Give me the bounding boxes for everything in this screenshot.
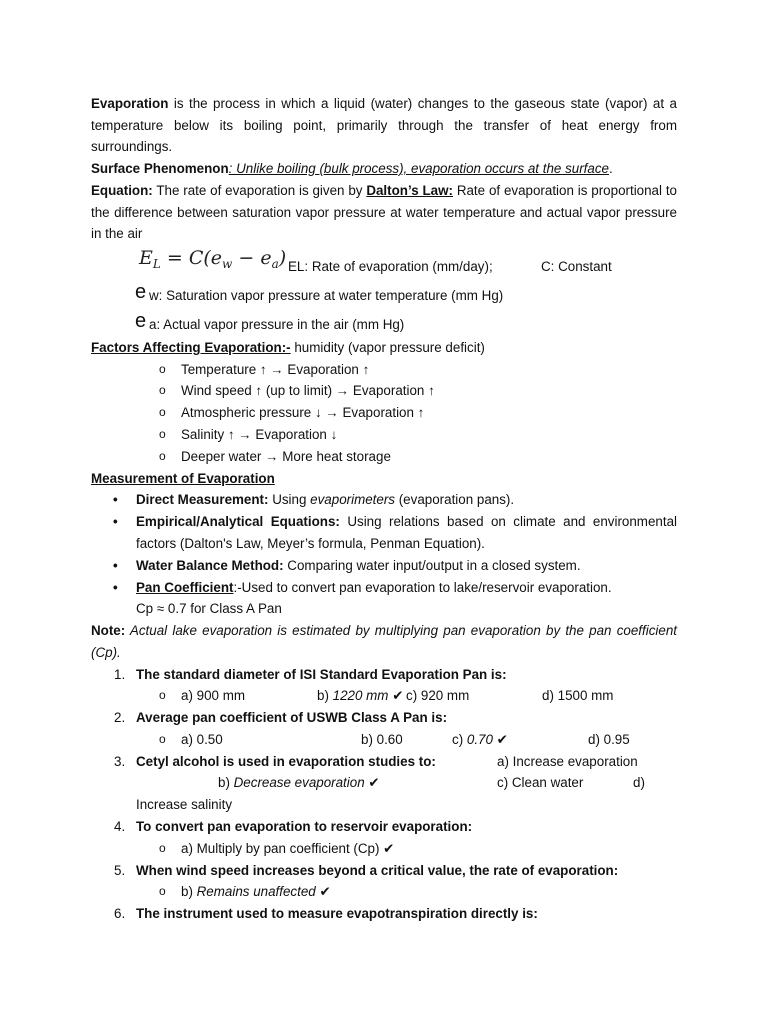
questions-list bbox=[91, 664, 677, 686]
list-item: • Empirical/Analytical Equations: Using relations based on climate and environmental factors (Dalton's Law, Meyer’s formula, Penman Equation). bbox=[113, 514, 678, 551]
c-description: C: Constant bbox=[541, 258, 612, 274]
list-item: o Deeper water → More heat storage bbox=[159, 448, 391, 464]
list-item: o Wind speed ↑ (up to limit) → Evaporation ↑ bbox=[159, 383, 435, 399]
intro-paragraph bbox=[91, 93, 677, 158]
ew-symbol: e bbox=[135, 280, 147, 303]
intro-text: is the process in which a liquid (water) changes to the gaseous state (vapor) at a temperature below its boiling point, primarily through the transfer of heat energy from surroundings. bbox=[91, 96, 677, 155]
intro-term: Evaporation bbox=[91, 96, 169, 111]
equation-paragraph bbox=[91, 180, 677, 245]
ew-description: w: Saturation vapor pressure at water temperature (mm Hg) bbox=[149, 287, 504, 303]
measurement-list bbox=[91, 489, 677, 598]
ew-row bbox=[91, 279, 677, 308]
question-item: 4. To convert pan evaporation to reservoir evaporation: bbox=[114, 819, 473, 835]
equation-row bbox=[91, 245, 677, 279]
question-item: 5. When wind speed increases beyond a critical value, the rate of evaporation: bbox=[114, 862, 619, 878]
daltons-law-label: Dalton’s Law: bbox=[366, 182, 453, 198]
el-description: EL: Rate of evaporation (mm/day); bbox=[288, 258, 493, 274]
equation-label: Equation: bbox=[91, 182, 153, 198]
factors-extra: humidity (vapor pressure deficit) bbox=[290, 339, 485, 355]
ea-description: a: Actual vapor pressure in the air (mm Hg) bbox=[149, 316, 405, 332]
question-text: The standard diameter of ISI Standard Evaporation Pan is: bbox=[136, 666, 507, 682]
question-text: The instrument used to measure evapotranspiration directly is: bbox=[136, 906, 538, 922]
question-item: 2. Average pan coefficient of USWB Class A Pan is: bbox=[114, 710, 448, 726]
option-continuation: Increase salinity bbox=[136, 797, 233, 813]
question-options: o a) Multiply by pan coefficient (Cp) ✔ bbox=[159, 840, 395, 856]
list-item: • Direct Measurement: Using evaporimeters (evaporation pans). bbox=[113, 492, 515, 508]
factors-heading bbox=[91, 337, 677, 359]
surface-end: . bbox=[609, 161, 613, 177]
question-text: Cetyl alcohol is used in evaporation studies to: bbox=[136, 753, 436, 769]
question-item: 3. Cetyl alcohol is used in evaporation studies to: a) Increase evaporation bbox=[114, 753, 638, 769]
equation-pre: The rate of evaporation is given by bbox=[152, 182, 367, 198]
note-label: Note: bbox=[91, 623, 126, 639]
equation-post: Rate of evaporation is proportional to the difference between saturation vapor pressure at water temperature and actual vapor pressure in the air bbox=[91, 182, 677, 242]
surface-text: : Unlike boiling (bulk process), evaporation occurs at the surface bbox=[228, 161, 609, 177]
list-item: o Salinity ↑ → Evaporation ↓ bbox=[159, 427, 338, 443]
list-item: • Pan Coefficient:-Used to convert pan evaporation to lake/reservoir evaporation. bbox=[113, 579, 612, 595]
document-page bbox=[91, 93, 677, 925]
surface-label: Surface Phenomenon bbox=[91, 161, 229, 177]
question-item: 6. The instrument used to measure evapotranspiration directly is: bbox=[114, 906, 538, 922]
question-options: o a) 900 mm b) 1220 mm ✔ c) 920 mm d) 1500 mm bbox=[159, 688, 614, 704]
question-item: 1. The standard diameter of ISI Standard Evaporation Pan is: bbox=[114, 666, 507, 682]
question-options: o a) 0.50 b) 0.60 c) 0.70 ✔ d) 0.95 bbox=[159, 731, 630, 747]
question-text: Average pan coefficient of USWB Class A Pan is: bbox=[136, 710, 448, 726]
note-paragraph bbox=[91, 620, 677, 663]
question-text: To convert pan evaporation to reservoir evaporation: bbox=[136, 819, 473, 835]
measurement-title: Measurement of Evaporation bbox=[91, 470, 275, 486]
factors-title: Factors Affecting Evaporation:- bbox=[91, 339, 291, 355]
question-options: o b) Remains unaffected ✔ bbox=[159, 884, 331, 900]
measurement-heading bbox=[91, 468, 677, 490]
list-item: • Water Balance Method: Comparing water input/output in a closed system. bbox=[113, 557, 581, 573]
note-text: Actual lake evaporation is estimated by multiplying pan evaporation by the pan coefficient (Cp). bbox=[91, 623, 677, 660]
ea-symbol: e bbox=[135, 309, 147, 332]
cp-line: Cp ≈ 0.7 for Class A Pan bbox=[136, 601, 282, 617]
ea-row bbox=[91, 308, 677, 337]
surface-paragraph bbox=[91, 158, 677, 180]
question-text: When wind speed increases beyond a critical value, the rate of evaporation: bbox=[136, 862, 619, 878]
list-item: o Atmospheric pressure ↓ → Evaporation ↑ bbox=[159, 405, 425, 421]
dalton-formula: $E_L = C(e_w - e_a)$ bbox=[139, 246, 287, 271]
question-options: b) Decrease evaporation ✔ c) Clean water d) bbox=[218, 775, 645, 791]
list-item: o Temperature ↑ → Evaporation ↑ bbox=[159, 361, 370, 377]
factors-list bbox=[91, 359, 677, 468]
